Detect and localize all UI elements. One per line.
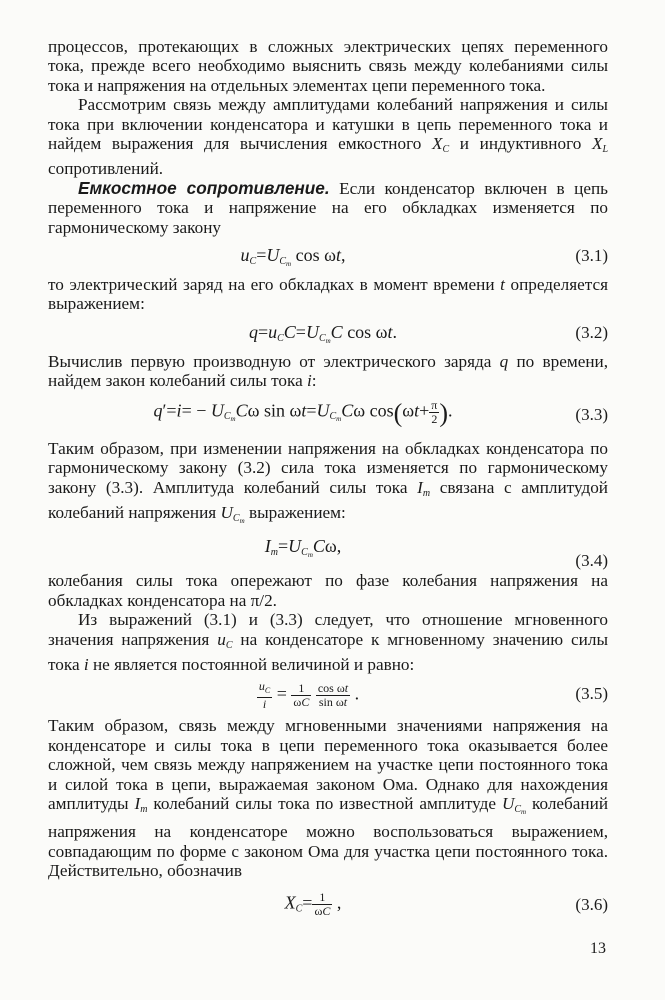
equation-3-1: $u_C=U_{C_m}$ cos ωt, (3.1) bbox=[240, 245, 608, 269]
paragraph-9: Таким образом, связь между мгновенными значениями напряжения на конденсаторе и силы тока в цепи переменного тока оказывается более сложной, чем связь между напряжением на участке цепи постоянного тока и силой тока в цепи, выражаемая законом Ома. Однако для нахождения амплитуды $I_m$ колебаний силы тока по известной амплитуде $U_{C_m}$ колебаний напряжения на конденсаторе можно воспользоваться выражением, совпадающим по форме с законом Ома для участка цепи постоянного тока. Действительно, обозначив bbox=[48, 716, 609, 881]
page-number: 13 bbox=[590, 940, 606, 957]
equation-3-6: $X_C=$ $\frac{1}{\omega C}$ , (3.6) bbox=[284, 889, 608, 918]
paragraph-4: то электрический заряд на его обкладках в момент времени t определяется выражением: bbox=[48, 275, 609, 314]
paragraph-3: Емкостное сопротивление. Если конденсатор включен в цепь переменного тока и напряжение на его обкладках изменяется по гармоническому закону bbox=[48, 177, 609, 237]
paragraph-8: Из выражений (3.1) и (3.3) следует, что отношение мгновенного значения напряжения $u_C$ на конденсаторе к мгновенному значению силы тока i не является постоянной величиной и равно: bbox=[48, 610, 608, 674]
paragraph-1: процессов, протекающих в сложных электрических цепях переменного тока, прежде всего необходимо выяснить связь между колебаниями силы тока и напряжения на отдельных элементах цепи переменного тока. bbox=[48, 37, 608, 95]
equation-3-5: $\frac{u_C}{i}$ = $\frac{1}{\omega C}$ $\frac{\text{cos ωt}}{\text{sin ωt}}$ . (3.5) bbox=[258, 679, 608, 712]
paragraph-6: Таким образом, при изменении напряжения на обкладках конденсатора по гармоническому закону (3.2) сила тока изменяется по гармоническому закону (3.3). Амплитуда колебаний силы тока $I_m$ связана с амплитудой колебаний напряжения $U_{C_m}$ выражением: bbox=[48, 438, 609, 525]
equation-3-2: $q=u_CC=U_{C_m}C$ cos ωt. (3.2) bbox=[248, 321, 608, 345]
page-text bbox=[48, 37, 608, 925]
equation-3-3: $q'=i= - U_{C_m}C\omega$ $\sin \omega t=U_{C_m}C\omega$ cos(ωt+ $\frac{\pi}{2}$ ). (3.3) bbox=[153, 397, 608, 428]
paragraph-2: Рассмотрим связь между амплитудами колебаний напряжения и силы тока при включении конденсатора и катушки в цепь переменного тока и найдем выражения для вычисления емкостного $X_C$ и индуктивного $X_L$ сопротивлений. bbox=[48, 95, 609, 179]
paragraph-5: Вычислив первую производную от электрического заряда q по времени, найдем закон колебаний силы тока i: bbox=[48, 351, 609, 391]
equation-3-4: $I_m=U_{C_m}C\omega$, (3.4) bbox=[264, 536, 608, 571]
section-heading: Емкостное сопротивление. bbox=[78, 177, 330, 198]
paragraph-7: колебания силы тока опережают по фазе колебания напряжения на обкладках конденсатора на π/2. bbox=[48, 571, 608, 610]
